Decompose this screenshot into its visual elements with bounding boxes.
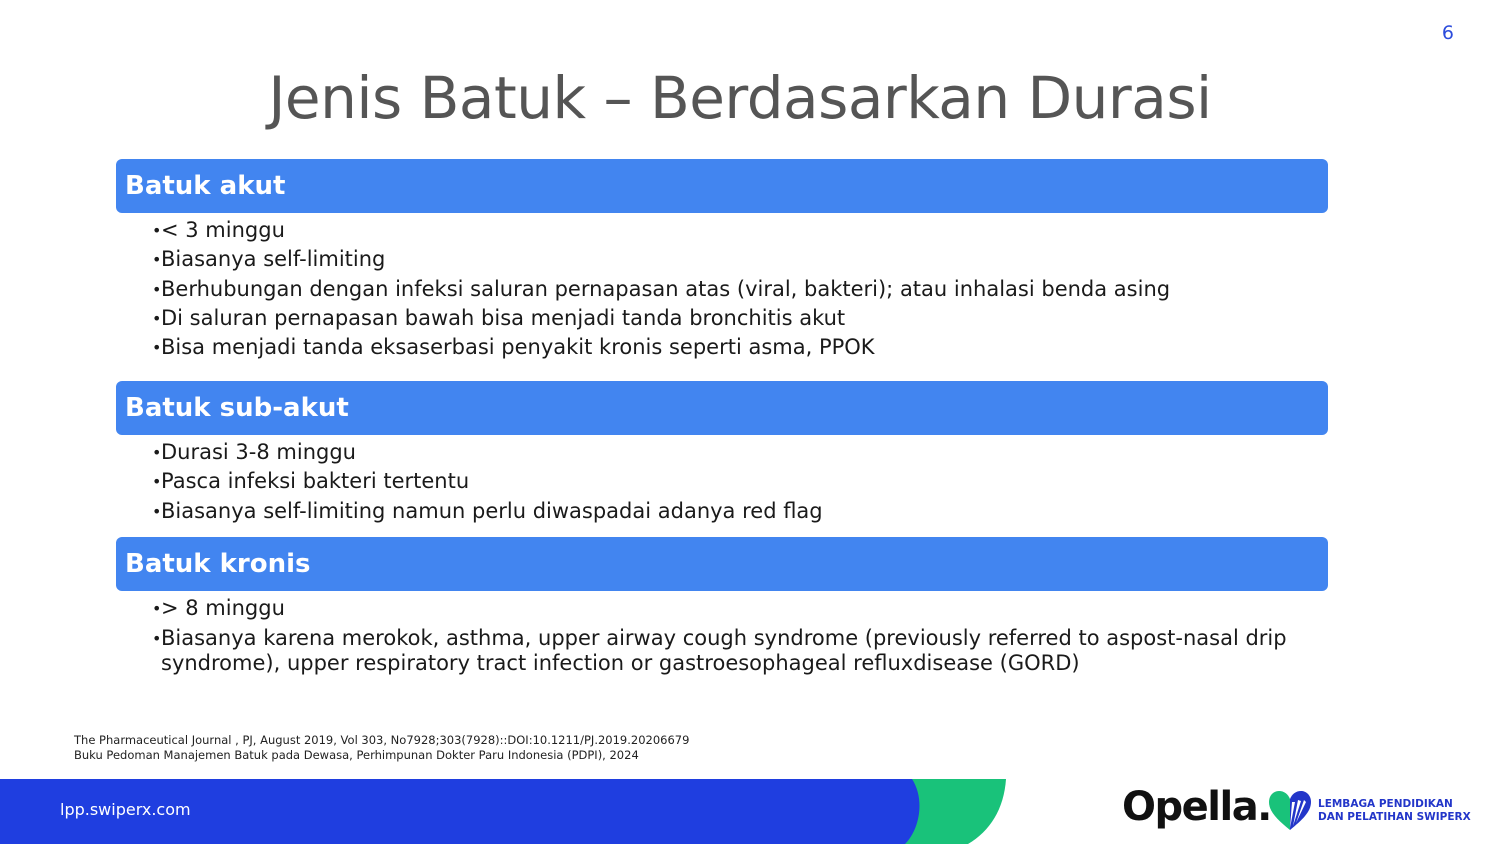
footer-url-link[interactable]: lpp.swiperx.com <box>60 800 191 819</box>
list-item: • Pasca infeksi bakteri tertentu <box>152 469 470 494</box>
section-header-akut: Batuk akut <box>116 159 1328 213</box>
list-item: • Biasanya karena merokok, asthma, upper airway cough syndrome (previously referred to aspost-nasal drip syndrome), upper respiratory tract infection or gastroesophageal refluxdisease (GORD) <box>152 626 1287 676</box>
list-item: • Di saluran pernapasan bawah bisa menjadi tanda bronchitis akut <box>152 305 846 330</box>
list-item: • Bisa menjadi tanda eksaserbasi penyakit kronis seperti asma, PPOK <box>152 335 875 360</box>
list-item: • > 8 minggu <box>152 596 285 620</box>
page-number: 6 <box>1441 22 1454 44</box>
list-item: • Biasanya self-limiting namun perlu diwaspadai adanya red flag <box>152 498 823 523</box>
lpp-logo-text: LEMBAGA PENDIDIKAN DAN PELATIHAN SWIPERX <box>1318 798 1471 823</box>
list-item: • Biasanya self-limiting <box>152 247 386 272</box>
list-item: • Berhubungan dengan infeksi saluran pernapasan atas (viral, bakteri); atau inhalasi benda asing <box>152 276 1171 301</box>
slide-title: Jenis Batuk – Berdasarkan Durasi <box>268 64 1212 132</box>
reference-item: The Pharmaceutical Journal , PJ, August 2019, Vol 303, No7928;303(7928)::DOI:10.1211/PJ.2019.20206679 <box>74 733 690 747</box>
bullet-list-kronis <box>152 594 1312 676</box>
bullet-list-akut <box>152 216 1312 362</box>
heart-logo-icon <box>1268 790 1312 832</box>
list-item: • < 3 minggu <box>152 218 285 242</box>
list-item: • Durasi 3-8 minggu <box>152 440 356 464</box>
opella-logo: Opella. <box>1122 784 1271 830</box>
section-header-kronis: Batuk kronis <box>116 537 1328 591</box>
references <box>74 733 689 763</box>
bullet-list-sub-akut <box>152 438 1312 526</box>
reference-item: Buku Pedoman Manajemen Batuk pada Dewasa, Perhimpunan Dokter Paru Indonesia (PDPI), 2024 <box>74 748 639 762</box>
section-header-sub-akut: Batuk sub-akut <box>116 381 1328 435</box>
